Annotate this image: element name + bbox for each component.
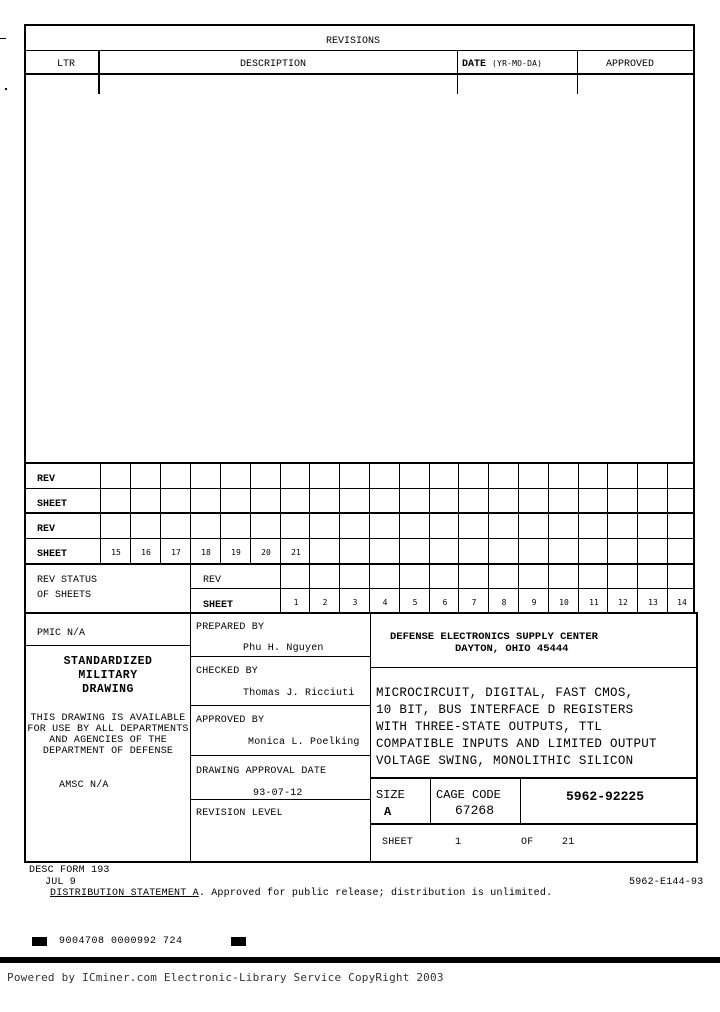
prepared-by-name: Phu H. Nguyen [243, 643, 324, 654]
drawing-number: 5962-92225 [566, 789, 645, 804]
sheet-number: 2 [322, 598, 328, 607]
column-date-label: DATE [462, 59, 487, 70]
total-sheets: 21 [562, 837, 575, 848]
agency-location: DAYTON, OHIO 45444 [455, 643, 569, 655]
drawing-title-line: MICROCIRCUIT, DIGITAL, FAST CMOS, [376, 686, 634, 700]
cage-code-label: CAGE CODE [436, 788, 501, 802]
sheet-number: 3 [352, 598, 358, 607]
barcode-block-icon [32, 937, 47, 946]
agency-name: DEFENSE ELECTRONICS SUPPLY CENTER [390, 631, 598, 643]
checked-by-label: CHECKED BY [196, 666, 259, 677]
sheet-number: 11 [589, 598, 599, 607]
form-number: DESC FORM 193 [29, 865, 110, 876]
row-label-rev: REV [37, 474, 56, 485]
size-label: SIZE [376, 788, 405, 802]
status-sheet-label: SHEET [203, 600, 234, 611]
smd-title: DRAWING [82, 683, 134, 696]
sheet-number: 12 [618, 598, 628, 607]
sheet-number: 5 [412, 598, 418, 607]
checked-by-name: Thomas J. Ricciuti [243, 688, 355, 699]
sheet-number: 6 [442, 598, 448, 607]
status-rev-label: REV [203, 575, 222, 586]
doc-code: 5962-E144-93 [629, 877, 704, 888]
distribution-text: . Approved for public release; distribution is unlimited. [198, 888, 553, 899]
smd-title: MILITARY [78, 669, 138, 682]
margin-mark [0, 38, 6, 39]
sheet-number: 21 [291, 548, 301, 557]
approval-date-label: DRAWING APPROVAL DATE [196, 766, 327, 777]
margin-mark [5, 88, 7, 90]
distribution-statement [50, 888, 552, 899]
sheet-number: 4 [382, 598, 388, 607]
sheet-number: 14 [677, 598, 687, 607]
sheet-number: 1 [293, 598, 299, 607]
drawing-title-line: WITH THREE-STATE OUTPUTS, TTL [376, 720, 603, 734]
drawing-title-line: VOLTAGE SWING, MONOLITHIC SILICON [376, 754, 634, 768]
prepared-by-label: PREPARED BY [196, 622, 265, 633]
size-value: A [384, 805, 392, 819]
availability-text: AND AGENCIES OF THE [49, 735, 167, 746]
sheet-number: 8 [501, 598, 507, 607]
column-date [462, 59, 542, 70]
distribution-label: DISTRIBUTION STATEMENT A [50, 888, 199, 899]
column-description: DESCRIPTION [240, 59, 307, 70]
sheet-number: 13 [648, 598, 658, 607]
of-label: OF [521, 837, 534, 848]
sheet-number: 18 [201, 548, 211, 557]
amsc-label: AMSC N/A [59, 780, 109, 791]
separator-bar [0, 957, 720, 963]
row-label-sheet: SHEET [37, 499, 68, 510]
rev-status-label: REV STATUS [37, 575, 98, 586]
form-date: JUL 9 [45, 877, 77, 888]
availability-text: DEPARTMENT OF DEFENSE [42, 746, 174, 757]
revision-level-label: REVISION LEVEL [196, 808, 283, 819]
revisions-title: REVISIONS [326, 36, 381, 47]
sheet-number: 7 [471, 598, 477, 607]
drawing-title-line: COMPATIBLE INPUTS AND LIMITED OUTPUT [376, 737, 657, 751]
cage-code-value: 67268 [455, 803, 495, 818]
availability-text: THIS DRAWING IS AVAILABLE [30, 713, 186, 724]
sheet-number: 16 [141, 548, 151, 557]
column-date-format: (YR-MO-DA) [492, 59, 543, 68]
sheet-number: 10 [559, 598, 569, 607]
barcode-text: 9004708 0000992 724 [59, 936, 183, 947]
approval-date-value: 93-07-12 [253, 788, 303, 799]
barcode-block-icon [231, 937, 246, 946]
rev-status-label: OF SHEETS [37, 590, 92, 601]
approved-by-name: Monica L. Poelking [248, 737, 360, 748]
pmic-label: PMIC N/A [37, 628, 86, 639]
sheet-number: 9 [531, 598, 537, 607]
column-ltr: LTR [57, 59, 76, 70]
drawing-title-line: 10 BIT, BUS INTERFACE D REGISTERS [376, 703, 634, 717]
sheet-number: 17 [171, 548, 181, 557]
sheet-value: 1 [455, 837, 462, 848]
sheet-number: 19 [231, 548, 241, 557]
smd-title: STANDARDIZED [63, 655, 153, 668]
revisions-body [26, 75, 693, 462]
row-label-sheet: SHEET [37, 549, 68, 560]
column-approved: APPROVED [606, 59, 655, 70]
sheet-label: SHEET [382, 837, 414, 848]
availability-text: FOR USE BY ALL DEPARTMENTS [27, 724, 189, 735]
sheet-number: 20 [261, 548, 271, 557]
row-label-rev: REV [37, 524, 56, 535]
approved-by-label: APPROVED BY [196, 715, 265, 726]
sheet-number: 15 [111, 548, 121, 557]
powered-by-link[interactable]: Powered by ICminer.com Electronic-Library Service CopyRight 2003 [7, 971, 444, 984]
